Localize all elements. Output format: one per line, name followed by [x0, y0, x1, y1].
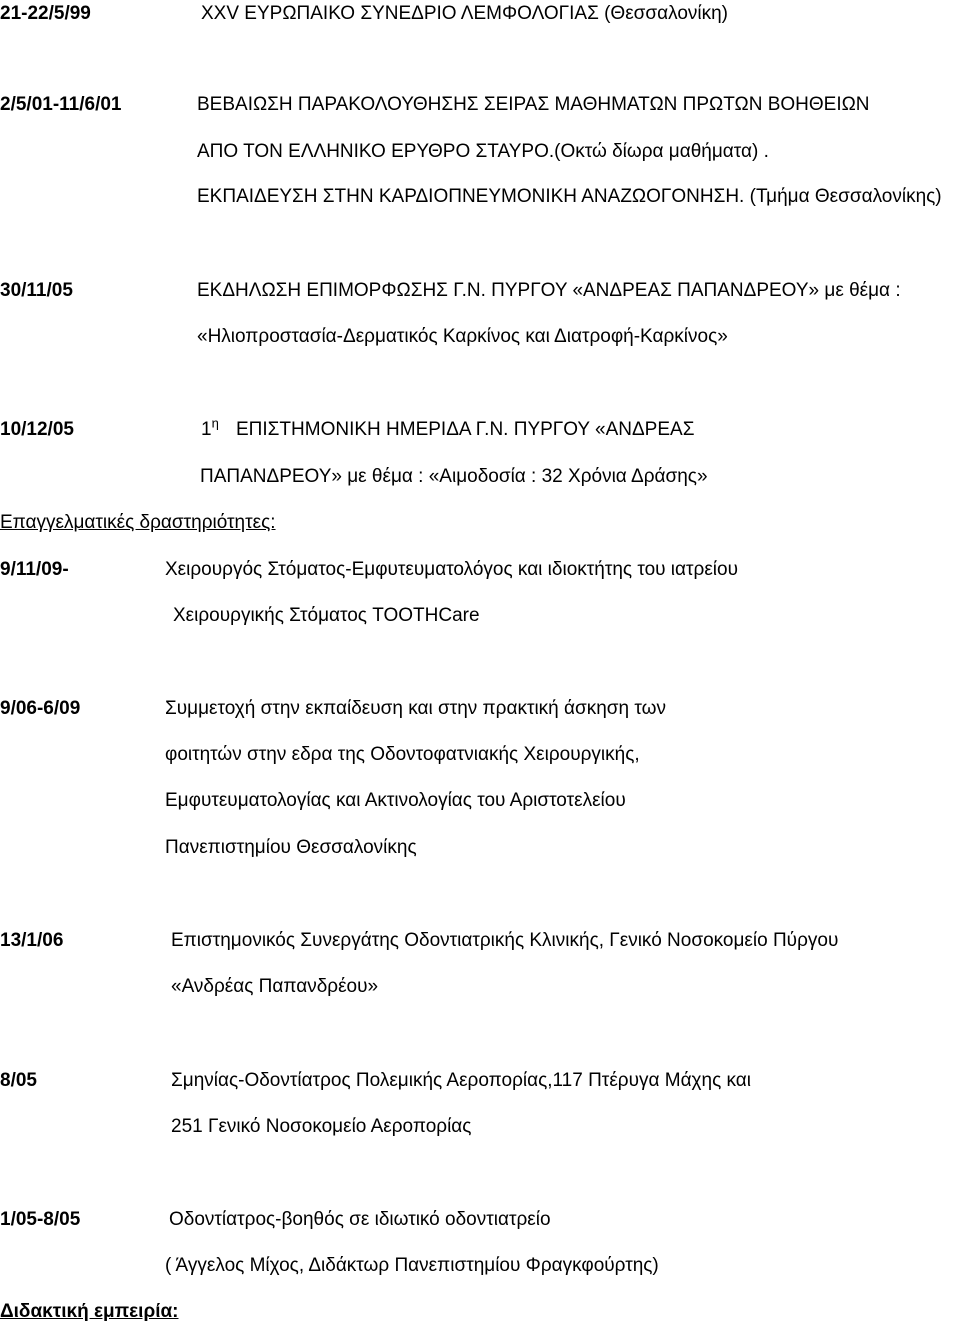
job-date: 13/1/06 [0, 930, 64, 951]
job-date: 9/11/09- [0, 559, 69, 580]
job-text: Εμφυτευματολογίας και Ακτινολογίας του Αριστοτελείου [165, 790, 626, 811]
entry-text: XXV ΕΥΡΩΠΑΙΚΟ ΣΥΝΕΔΡΙΟ ΛΕΜΦΟΛΟΓΙΑΣ (Θεσσαλονίκη) [201, 3, 729, 24]
job-date: 1/05-8/05 [0, 1209, 81, 1230]
entry-ordinal: $1^\eta$ [201, 415, 219, 440]
job-text: Σμηνίας-Οδοντίατρος Πολεμικής Αεροπορίας,117 Πτέρυγα Μάχης και [171, 1070, 752, 1091]
section-heading-teaching: Διδακτική εμπειρία: [0, 1301, 179, 1322]
job-text: ( Άγγελος Μίχος, Διδάκτωρ Πανεπιστημίου Φραγκφούρτης) [165, 1255, 659, 1276]
job-date: 9/06-6/09 [0, 698, 81, 719]
job-text: φοιτητών στην εδρα της Οδοντοφατνιακής Χειρουργικής, [165, 744, 640, 765]
job-text: Χειρουργός Στόματος-Εμφυτευματολόγος και ιδιοκτήτης του ιατρείου [165, 559, 738, 580]
job-text: Συμμετοχή στην εκπαίδευση και στην πρακτική άσκηση των [165, 698, 666, 719]
job-text: Οδοντίατρος-βοηθός σε ιδιωτικό οδοντιατρείο [169, 1209, 551, 1230]
entry-text: ΑΠΟ ΤΟΝ ΕΛΛΗΝΙΚΟ ΕΡΥΘΡΟ ΣΤΑΥΡΟ.(Οκτώ δίωρα μαθήματα) . [197, 141, 769, 162]
job-text: Χειρουργικής Στόματος TOOTHCare [173, 605, 480, 626]
job-text: Επιστημονικός Συνεργάτης Οδοντιατρικής Κλινικής, Γενικό Νοσοκομείο Πύργου [171, 930, 839, 951]
entry-date: 2/5/01-11/6/01 [0, 94, 122, 115]
job-text: «Ανδρέας Παπανδρέου» [171, 976, 379, 997]
entry-text: «Ηλιοπροστασία-Δερματικός Καρκίνος και Διατροφή-Καρκίνος» [197, 326, 728, 347]
section-heading-professional: Επαγγελματικές δραστηριότητες: [0, 512, 276, 533]
entry-text: ΕΠΙΣΤΗΜΟΝΙΚΗ ΗΜΕΡΙΔΑ Γ.Ν. ΠΥΡΓΟΥ «ΑΝΔΡΕΑΣ [236, 419, 695, 440]
job-text: 251 Γενικό Νοσοκομείο Αεροπορίας [171, 1116, 472, 1137]
entry-text: ΕΚΠΑΙΔΕΥΣΗ ΣΤΗΝ ΚΑΡΔΙΟΠΝΕΥΜΟΝΙΚΗ ΑΝΑΖΩΟΓΟΝΗΣΗ. (Τμήμα Θεσσαλονίκης) [197, 186, 942, 207]
job-date: 8/05 [0, 1070, 37, 1091]
ordinal-superscript: η [211, 415, 219, 431]
entry-text: ΒΕΒΑΙΩΣΗ ΠΑΡΑΚΟΛΟΥΘΗΣΗΣ ΣΕΙΡΑΣ ΜΑΘΗΜΑΤΩΝ ΠΡΩΤΩΝ ΒΟΗΘΕΙΩΝ [197, 94, 870, 115]
entry-date: 21-22/5/99 [0, 3, 91, 24]
entry-date: 10/12/05 [0, 419, 74, 440]
job-text: Πανεπιστημίου Θεσσαλονίκης [165, 837, 417, 858]
entry-date: 30/11/05 [0, 280, 73, 301]
entry-text: ΕΚΔΗΛΩΣΗ ΕΠΙΜΟΡΦΩΣΗΣ Γ.Ν. ΠΥΡΓΟΥ «ΑΝΔΡΕΑΣ ΠΑΠΑΝΔΡΕΟΥ» με θέμα : [197, 280, 901, 301]
entry-text: ΠΑΠΑΝΔΡΕΟΥ» με θέμα : «Αιμοδοσία : 32 Χρόνια Δράσης» [200, 466, 708, 487]
